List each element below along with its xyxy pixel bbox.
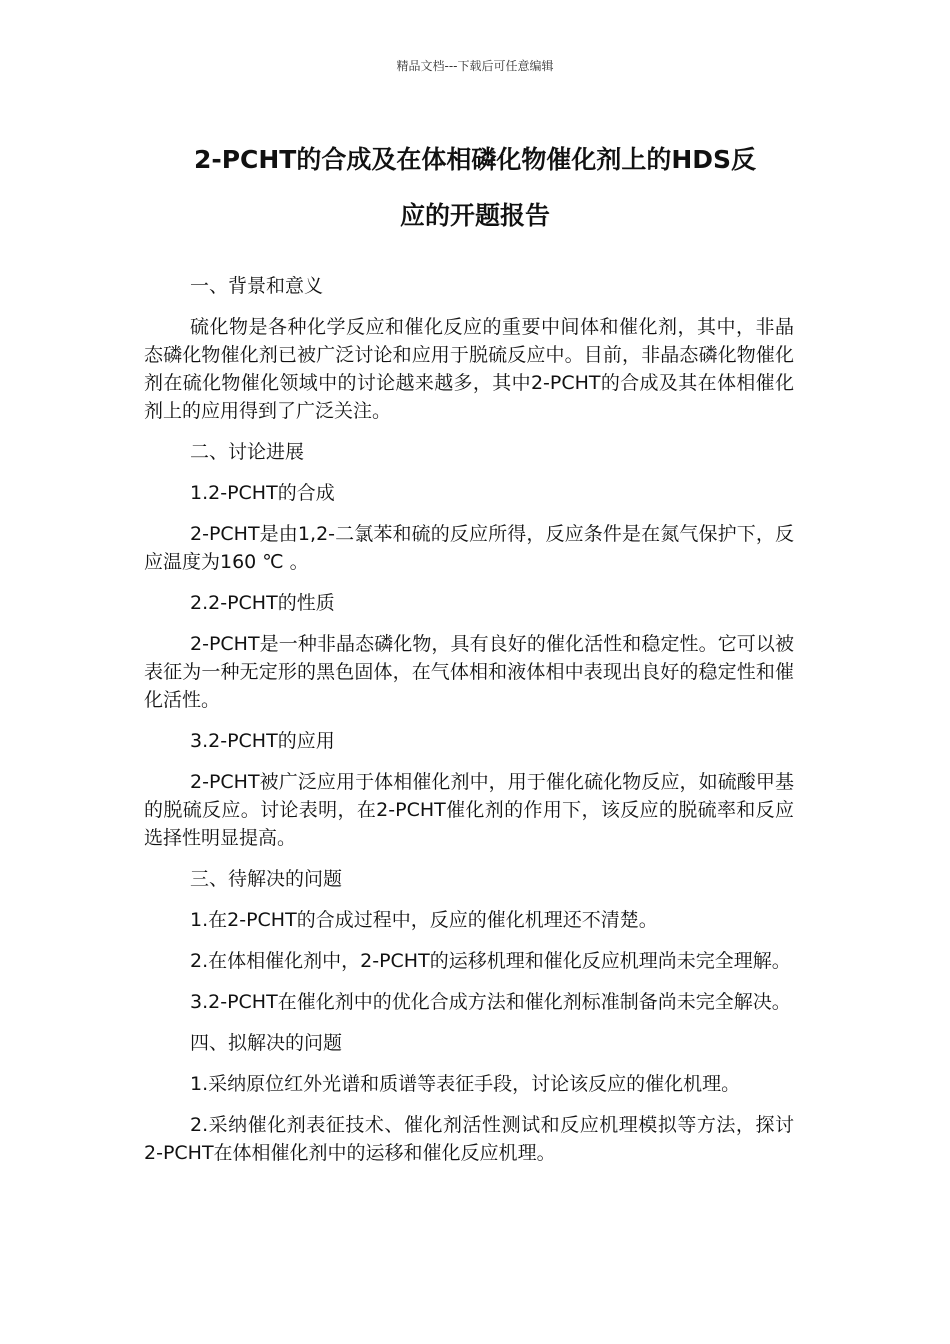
subheading-application: 3.2-PCHT的应用 bbox=[190, 730, 335, 752]
paragraph-properties: 2-PCHT是一种非晶态磷化物，具有良好的催化活性和稳定性。它可以被表征为一种无定形的黑色固体，在气体相和液体相中表现出良好的稳定性和催化活性。 bbox=[144, 633, 794, 711]
paragraph-synthesis: 2-PCHT是由1,2-二氯苯和硫的反应所得，反应条件是在氮气保护下，反应温度为160 ℃ 。 bbox=[144, 523, 794, 573]
document-title-line-1: 2-PCHT的合成及在体相磷化物催化剂上的HDS反 bbox=[193, 145, 757, 174]
paragraph-background: 硫化物是各种化学反应和催化反应的重要中间体和催化剂，其中，非晶态磷化物催化剂已被广泛讨论和应用于脱硫反应中。目前，非晶态磷化物催化剂在硫化物催化领域中的讨论越来越多，其中2-PCHT的合成及其在体相催化剂上的应用得到了广泛关注。 bbox=[144, 316, 794, 422]
subheading-synthesis: 1.2-PCHT的合成 bbox=[190, 482, 335, 504]
section-heading-background: 一、背景和意义 bbox=[190, 275, 324, 297]
section-heading-progress: 二、讨论进展 bbox=[190, 441, 305, 463]
open-problem-item: 2.在体相催化剂中，2-PCHT的运移机理和催化反应机理尚未完全理解。 bbox=[190, 950, 791, 972]
page-header: 精品文档---下载后可任意编辑 bbox=[396, 59, 554, 73]
open-problem-item: 1.在2-PCHT的合成过程中，反应的催化机理还不清楚。 bbox=[190, 909, 658, 931]
document-title-line-2: 应的开题报告 bbox=[399, 201, 550, 230]
section-heading-planned-solutions: 四、拟解决的问题 bbox=[190, 1032, 343, 1054]
document-body bbox=[144, 272, 794, 1180]
subheading-properties: 2.2-PCHT的性质 bbox=[190, 592, 335, 614]
planned-solution-item: 2.采纳催化剂表征技术、催化剂活性测试和反应机理模拟等方法，探讨2-PCHT在体相催化剂中的运移和催化反应机理。 bbox=[144, 1114, 794, 1164]
planned-solution-item: 1.采纳原位红外光谱和质谱等表征手段，讨论该反应的催化机理。 bbox=[190, 1073, 741, 1095]
open-problem-item: 3.2-PCHT在催化剂中的优化合成方法和催化剂标准制备尚未完全解决。 bbox=[190, 991, 791, 1013]
section-heading-open-problems: 三、待解决的问题 bbox=[190, 868, 343, 890]
paragraph-application: 2-PCHT被广泛应用于体相催化剂中，用于催化硫化物反应，如硫酸甲基的脱硫反应。讨论表明，在2-PCHT催化剂的作用下，该反应的脱硫率和反应选择性明显提高。 bbox=[144, 771, 794, 849]
